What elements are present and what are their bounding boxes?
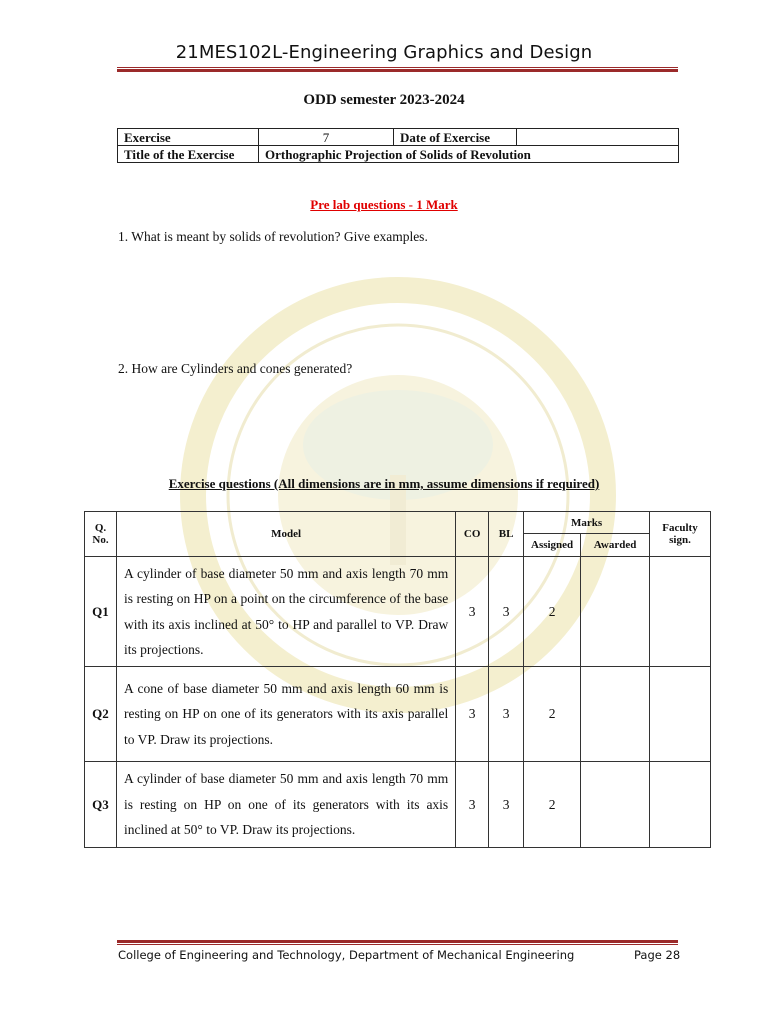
date-label: Date of Exercise [394,129,517,146]
table-header-row [85,512,711,534]
table-row [85,667,711,762]
co-value: 3 [456,762,489,848]
exercise-heading: Exercise questions (All dimensions are in mm, assume dimensions if required) [168,476,600,491]
title-value: Orthographic Projection of Solids of Revolution [259,146,679,163]
col-header-marks: Marks [524,512,650,534]
awarded-marks [581,557,650,667]
assigned-marks: 2 [524,667,581,762]
assigned-marks: 2 [524,557,581,667]
footer-department: College of Engineering and Technology, Department of Mechanical Engineering [118,948,575,962]
question-model: A cylinder of base diameter 50 mm and axis length 70 mm is resting on HP on one of its generators with its axis inclined at 50° to VP. Draw its projections. [116,762,455,848]
exercise-questions-table [84,511,711,848]
footer-rule [117,940,678,943]
prelab-question-1: 1. What is meant by solids of revolution? Give examples. [118,229,428,244]
date-value [517,129,679,146]
table-row [118,129,679,146]
table-row [85,762,711,848]
col-header-qno: Q. No. [85,512,117,557]
question-model: A cone of base diameter 50 mm and axis length 60 mm is resting on HP on one of its generators with its axis parallel to VP. Draw its projections. [116,667,455,762]
title-label: Title of the Exercise [118,146,259,163]
bl-value: 3 [489,762,524,848]
prelab-question-2: 2. How are Cylinders and cones generated? [118,361,353,376]
col-header-model: Model [116,512,455,557]
awarded-marks [581,762,650,848]
faculty-sign [650,557,711,667]
question-number: Q3 [85,762,117,848]
header-rule [117,69,678,72]
co-value: 3 [456,557,489,667]
semester-title: ODD semester 2023-2024 [303,92,465,108]
exercise-info-table [117,128,679,163]
col-header-bl: BL [489,512,524,557]
col-header-faculty: Faculty sign. [650,512,711,557]
prelab-heading: Pre lab questions - 1 Mark [310,197,458,212]
bl-value: 3 [489,557,524,667]
table-row [118,146,679,163]
co-value: 3 [456,667,489,762]
col-header-co: CO [456,512,489,557]
awarded-marks [581,667,650,762]
question-model: A cylinder of base diameter 50 mm and axis length 70 mm is resting on HP on a point on the circumference of the base with its axis inclined at 50° to HP and parallel to VP. Draw its projections. [116,557,455,667]
question-number: Q2 [85,667,117,762]
col-header-assigned: Assigned [524,534,581,557]
exercise-label: Exercise [118,129,259,146]
header-rule-thin [117,67,678,68]
footer-rule-thin [117,944,678,945]
col-header-awarded: Awarded [581,534,650,557]
question-number: Q1 [85,557,117,667]
assigned-marks: 2 [524,762,581,848]
faculty-sign [650,667,711,762]
exercise-number: 7 [259,129,394,146]
page-number: Page 28 [634,948,681,962]
document-header-title: 21MES102L-Engineering Graphics and Design [175,42,593,63]
table-row [85,557,711,667]
faculty-sign [650,762,711,848]
bl-value: 3 [489,667,524,762]
